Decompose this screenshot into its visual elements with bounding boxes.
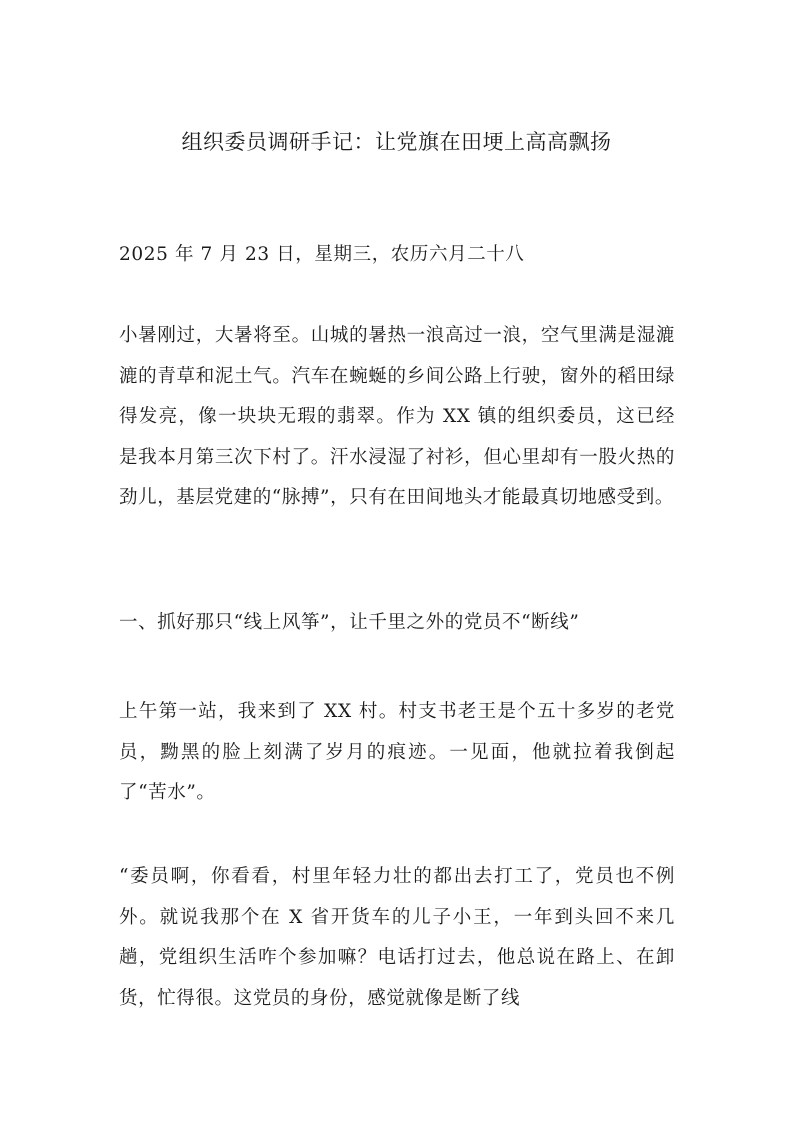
date-line: 2025 年 7 月 23 日，星期三，农历六月二十八 [119, 244, 525, 265]
document-title: 组织委员调研手记：让党旗在田埂上高高飘扬 [181, 130, 612, 154]
section-heading: 一、抓好那只“线上风筝”，让千里之外的党员不“断线” [119, 612, 580, 633]
paragraph: 上午第一站，我来到了 XX 村。村支书老王是个五十多岁的老党员，黝黑的脸上刻满了岁月的痕迹。一见面，他就拉着我倒起了“苦水”。 [119, 701, 675, 803]
paragraph: 小暑刚过，大暑将至。山城的暑热一浪高过一浪，空气里满是湿漉漉的青草和泥土气。汽车在蜿蜒的乡间公路上行驶，窗外的稻田绿得发亮，像一块块无瑕的翡翠。作为 XX 镇的组织委员，这已经是我本月第三次下村了。汗水浸湿了衬衫，但心里却有一股火热的劲儿，基层党建的“脉搏”，只有在田间地头才能最真切地感受到。 [119, 325, 675, 508]
paragraph: “委员啊，你看看，村里年轻力壮的都出去打工了，党员也不例外。就说我那个在 X 省开货车的儿子小王，一年到头回不来几趟，党组织生活咋个参加嘛？电话打过去，他总说在路上、在卸货，忙得很。这党员的身份，感觉就像是断了线 [119, 866, 675, 1009]
